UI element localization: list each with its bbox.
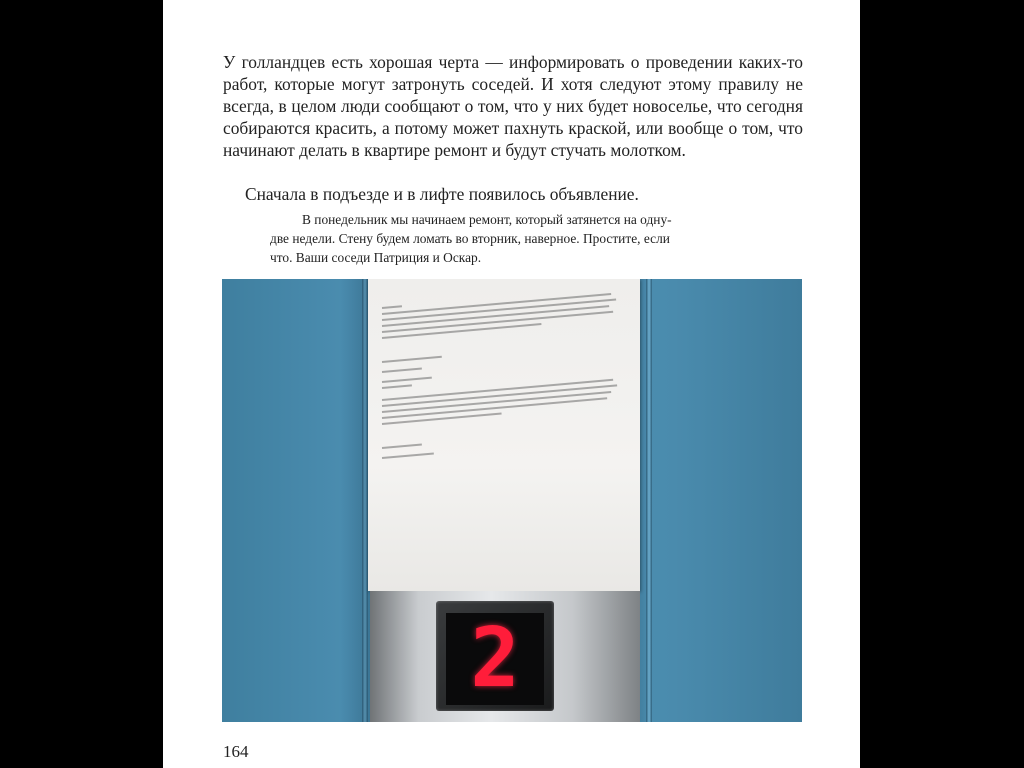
elevator-photo [222,279,802,722]
notice-sheet-text-line [382,368,422,373]
notice-sheet-text-line [382,444,422,449]
paragraph-intro: У голландцев есть хорошая черта — информировать о проведении каких-то работ, которые могут затронуть соседей. И хотя следуют этому правилу не всегда, в целом люди сообщают о том, что у них будет новоселье, что сегодня собираются красить, а потому может пахнуть краской, или вообще о том, что начинают делать в квартире ремонт и будут стучать молотком. [223,52,803,161]
notice-sheet-text-line [382,452,434,459]
book-page [163,0,860,768]
notice-line: В понедельник мы начинаем ремонт, который затянется на одну- [302,212,672,227]
elevator-panel [370,591,640,722]
floor-display [436,601,554,711]
floor-display-screen [446,613,544,705]
posted-notice-sheet [368,279,640,591]
notice-sheet-text-line [382,356,442,363]
wall-shadow [340,279,370,722]
notice-sheet-text-line [382,293,611,315]
paragraph-announcement: Сначала в подъезде и в лифте появилось объявление. [245,184,639,204]
notice-sheet-text-line [382,377,432,383]
notice-quote [270,210,750,267]
notice-sheet-text-line [382,384,412,389]
notice-sheet-text-line [382,305,402,309]
notice-line: две недели. Стену будем ломать во вторник, наверное. Простите, если [270,231,670,246]
page-number: 164 [223,742,249,761]
notice-sheet-text-line [382,379,613,401]
notice-line: что. Ваши соседи Патриция и Оскар. [270,250,482,265]
floor-number: 2 [470,611,520,706]
